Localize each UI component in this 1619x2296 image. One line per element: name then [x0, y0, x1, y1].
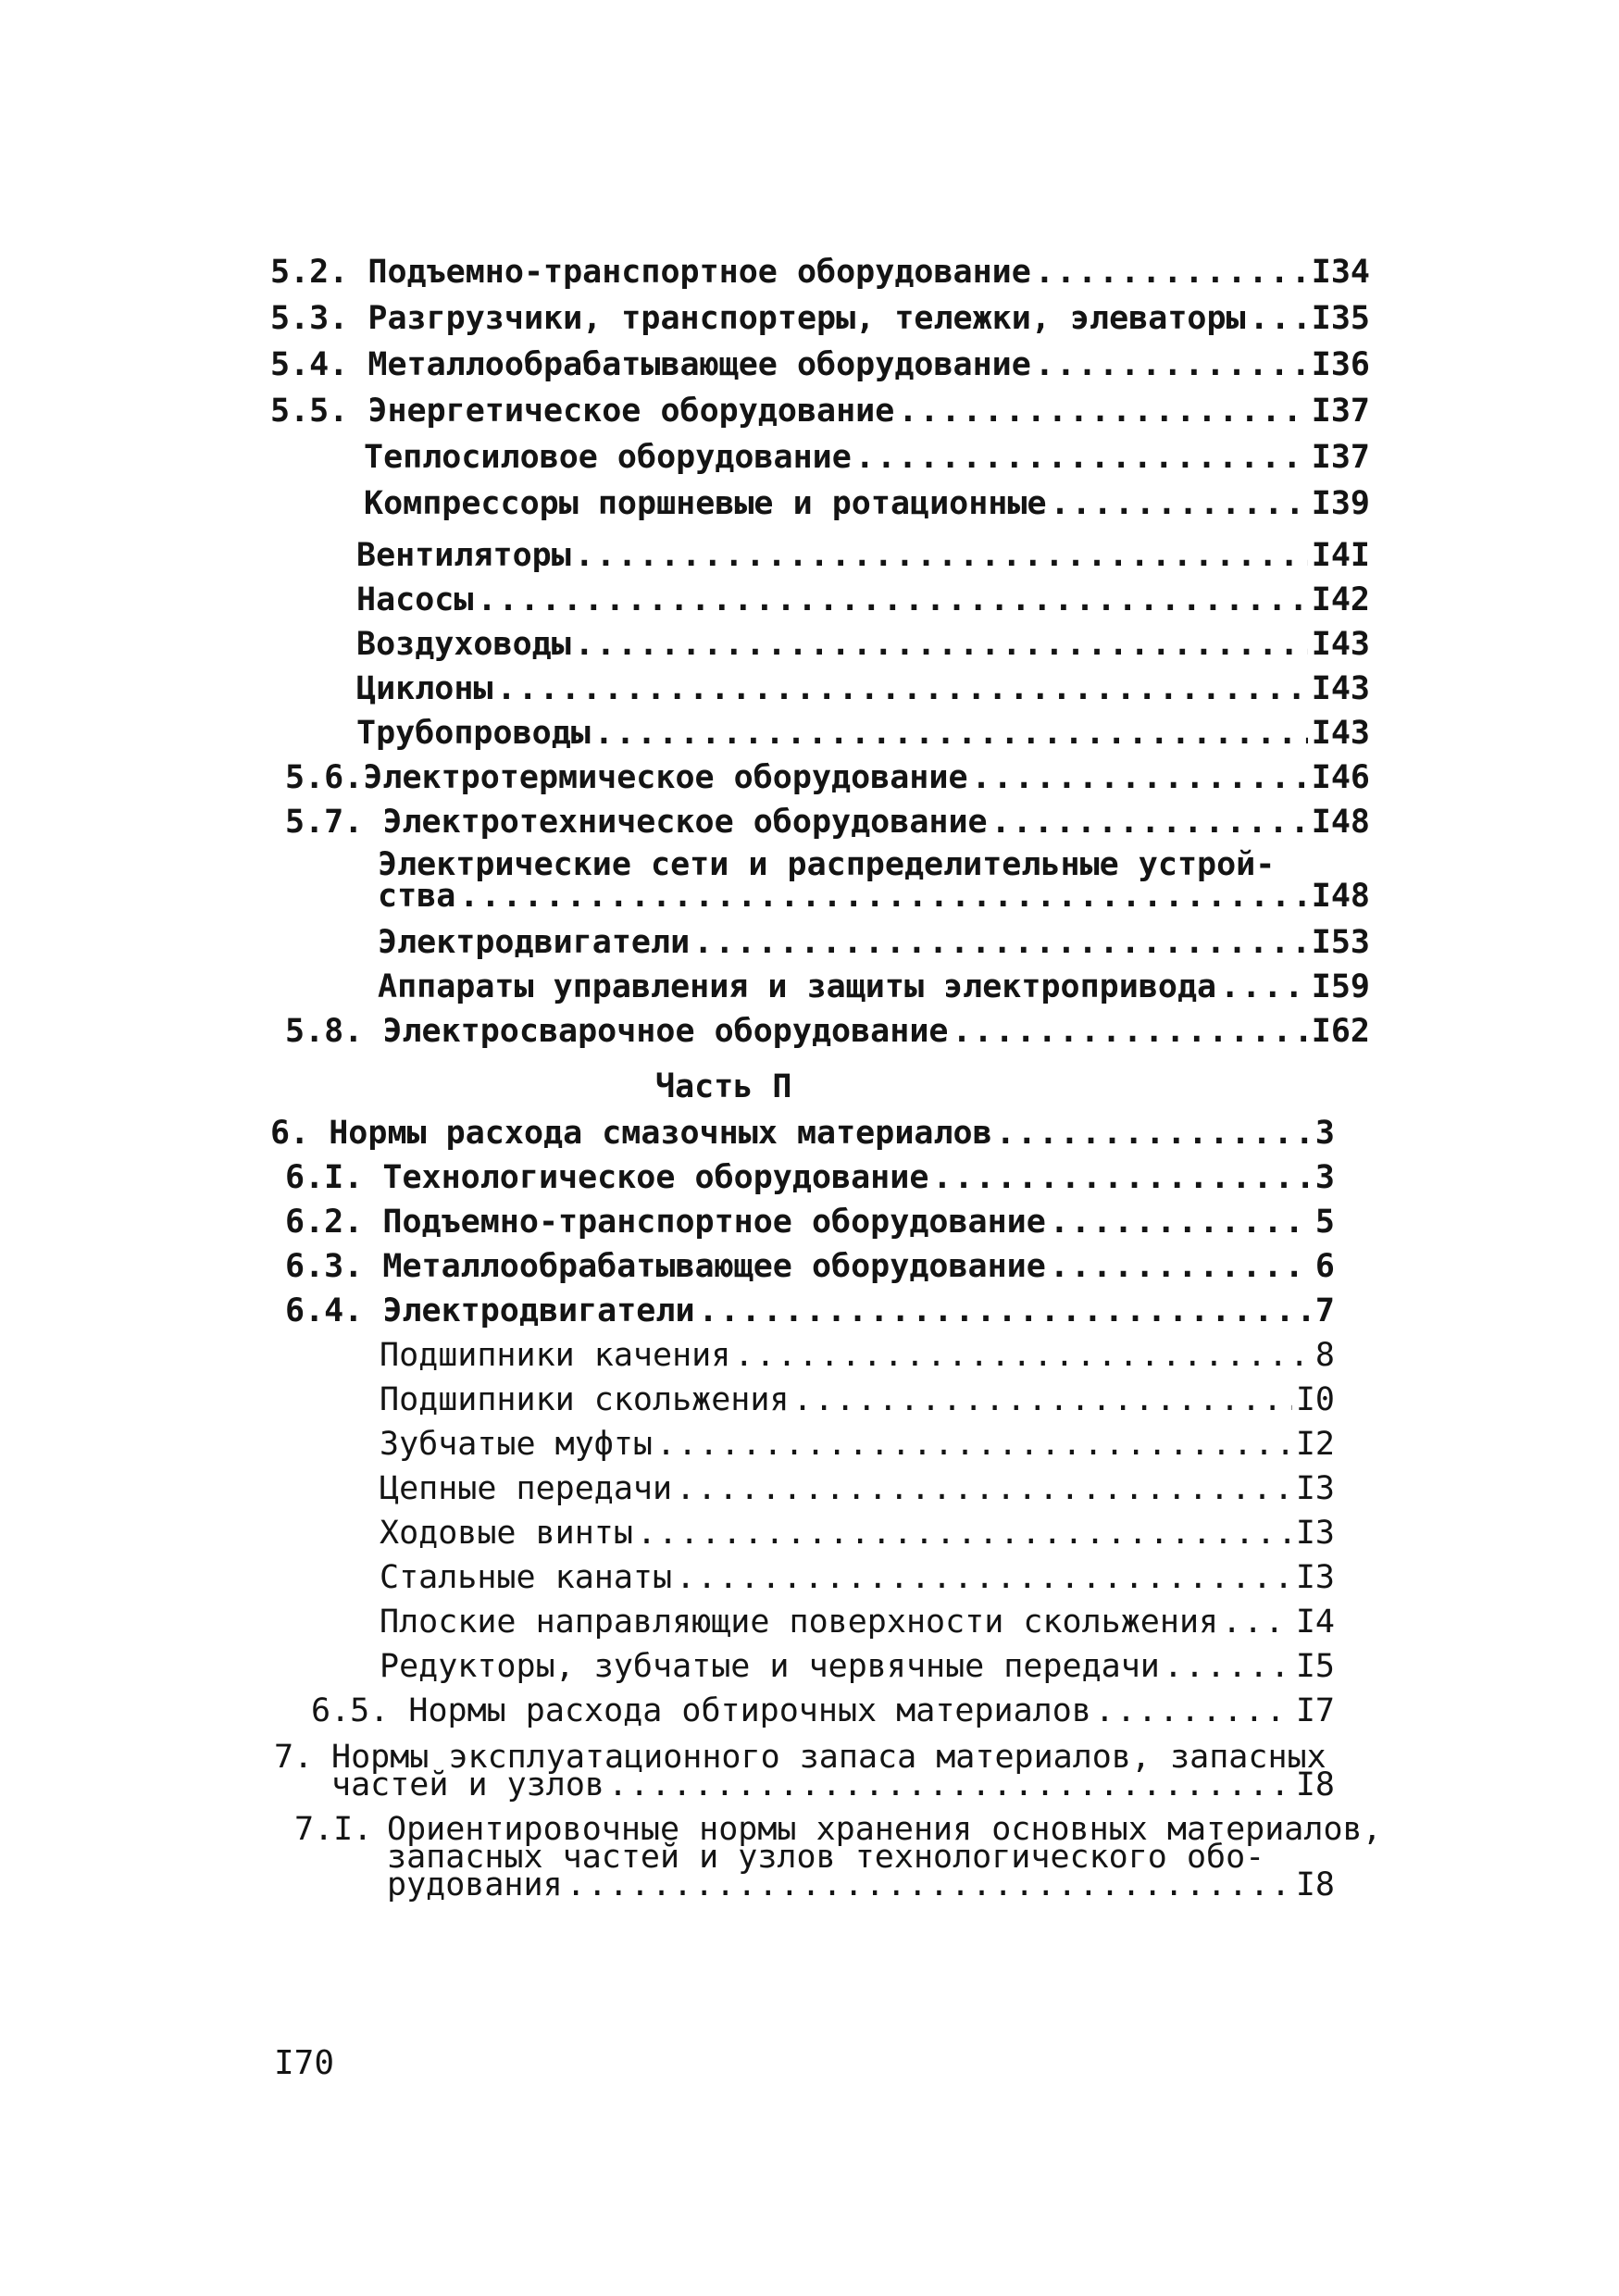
toc-entry-page: I8 [1295, 1866, 1335, 1903]
toc-entry-number: 5.5. [270, 393, 349, 430]
toc-entry[interactable] [380, 1470, 1335, 1507]
dot-leader [734, 1337, 1312, 1374]
toc-entry-label: Воздуховоды [356, 626, 571, 663]
toc-entry-page: I59 [1311, 968, 1370, 1005]
toc-entry-label-line1: Электрические сети и распределительные устрой- [378, 846, 1276, 883]
dot-leader [575, 626, 1308, 663]
toc-entry-label: частей и узлов [331, 1766, 605, 1803]
dot-leader [996, 1115, 1312, 1152]
toc-entry-label: Электродвигатели [378, 924, 691, 961]
toc-entry-page: I62 [1311, 1013, 1370, 1050]
toc-entry[interactable] [356, 581, 1370, 618]
toc-entry-page: I7 [1295, 1692, 1335, 1729]
dot-leader [676, 1470, 1292, 1507]
toc-entry[interactable] [380, 1559, 1335, 1596]
toc-entry-label: Электротермическое оборудование [363, 759, 968, 796]
toc-entry-label: Компрессоры поршневые и ротационные [364, 485, 1047, 522]
toc-entry-page: I37 [1311, 393, 1370, 430]
toc-entry[interactable] [378, 878, 1370, 915]
toc-entry-label: Трубопроводы [356, 715, 591, 752]
toc-entry-page: 3 [1314, 1159, 1335, 1196]
toc-entry-page: I35 [1311, 300, 1370, 337]
toc-entry[interactable] [356, 537, 1370, 574]
toc-entry[interactable] [311, 1692, 1335, 1729]
toc-entry-label: Энергетическое оборудование [367, 393, 895, 430]
toc-entry-page: 7 [1314, 1292, 1335, 1329]
toc-entry[interactable] [364, 439, 1370, 476]
toc-entry-label: Теплосиловое оборудование [364, 439, 852, 476]
toc-entry[interactable] [378, 968, 1370, 1005]
dot-leader [594, 715, 1308, 752]
toc-entry-label: Ходовые винты [380, 1515, 633, 1552]
toc-entry-number: 5.3. [270, 300, 349, 337]
toc-entry-label: Плоские направляющие поверхности скольжения [380, 1603, 1219, 1641]
toc-entry-page: I48 [1311, 878, 1370, 915]
toc-entry-number: 6.2. [285, 1204, 364, 1241]
toc-entry-number: 6.I. [285, 1159, 364, 1196]
toc-entry[interactable] [285, 1248, 1335, 1285]
toc-entry-label: Металлообрабатывающее оборудование [382, 1248, 1046, 1285]
toc-entry-label-line1: Нормы эксплуатационного запаса материалов, запасных [331, 1739, 1326, 1776]
toc-entry-page: I48 [1311, 804, 1370, 841]
toc-entry[interactable] [270, 346, 1370, 383]
toc-entry-page: I43 [1311, 626, 1370, 663]
dot-leader [855, 439, 1308, 476]
toc-entry-number: 6.5. [311, 1692, 390, 1729]
toc-entry-number: 7.I. [294, 1811, 373, 1848]
toc-entry[interactable] [380, 1337, 1335, 1374]
dot-leader [1035, 346, 1308, 383]
toc-entry-page: I36 [1311, 346, 1370, 383]
toc-entry-page: I4 [1295, 1603, 1335, 1641]
toc-entry-page: I8 [1295, 1766, 1335, 1803]
toc-entry-label: Редукторы, зубчатые и червячные передачи [380, 1648, 1160, 1685]
toc-entry[interactable] [270, 393, 1370, 430]
dot-leader [608, 1766, 1292, 1803]
toc-entry-page: I46 [1311, 759, 1370, 796]
toc-entry-label: Подшипники качения [380, 1337, 731, 1374]
dot-leader [1250, 300, 1308, 337]
toc-entry[interactable] [356, 670, 1370, 707]
toc-entry-label: Электросварочное оборудование [382, 1013, 949, 1050]
toc-entry[interactable] [270, 254, 1370, 291]
toc-entry-label-line1: Ориентировочные нормы хранения основных материалов, [387, 1811, 1382, 1848]
dot-leader [1222, 1603, 1292, 1641]
toc-entry-number: 6. [270, 1115, 310, 1152]
toc-entry[interactable] [285, 1204, 1335, 1241]
dot-leader [637, 1515, 1292, 1552]
toc-entry-label: Электродвигатели [382, 1292, 695, 1329]
toc-entry-number: 6.4. [285, 1292, 364, 1329]
toc-entry-page: I3 [1295, 1470, 1335, 1507]
dot-leader [991, 804, 1308, 841]
toc-entry-page: I34 [1311, 254, 1370, 291]
toc-entry-number: 5.7. [285, 804, 364, 841]
toc-entry-page: I0 [1295, 1381, 1335, 1418]
toc-entry-label: рудования [387, 1866, 563, 1903]
toc-entry-label: Технологическое оборудование [382, 1159, 929, 1196]
toc-entry[interactable] [380, 1426, 1335, 1463]
toc-entry[interactable] [380, 1648, 1335, 1685]
toc-entry-page: 6 [1314, 1248, 1335, 1285]
toc-entry-number: 5.2. [270, 254, 349, 291]
toc-entry[interactable] [356, 626, 1370, 663]
part-title: Часть П [655, 1068, 792, 1105]
toc-entry[interactable] [285, 1292, 1335, 1329]
dot-leader [1051, 485, 1308, 522]
toc-entry-number: 5.6. [285, 759, 364, 796]
dot-leader [459, 878, 1307, 915]
toc-entry-label: Насосы [356, 581, 474, 618]
dot-leader [676, 1559, 1292, 1596]
toc-entry-label: Вентиляторы [356, 537, 571, 574]
dot-leader [1095, 1692, 1292, 1729]
toc-entry-page: I43 [1311, 715, 1370, 752]
toc-entry[interactable] [285, 1159, 1335, 1196]
toc-entry-page: I39 [1311, 485, 1370, 522]
toc-entry-page: I43 [1311, 670, 1370, 707]
dot-leader [932, 1159, 1312, 1196]
dot-leader [898, 393, 1307, 430]
toc-entry-number: 5.4. [270, 346, 349, 383]
toc-entry[interactable] [331, 1766, 1335, 1803]
dot-leader [497, 670, 1308, 707]
toc-entry-page: 8 [1314, 1337, 1335, 1374]
page-number: I70 [274, 2044, 335, 2082]
toc-entry-label: ства [378, 878, 456, 915]
dot-leader [1164, 1648, 1292, 1685]
toc-entry-number: 6.3. [285, 1248, 364, 1285]
toc-entry[interactable] [270, 300, 1370, 337]
toc-entry[interactable] [356, 715, 1370, 752]
toc-entry-label: Электротехническое оборудование [382, 804, 988, 841]
toc-entry-page: I5 [1295, 1648, 1335, 1685]
toc-entry-label-line2: запасных частей и узлов технологического обо- [387, 1839, 1265, 1876]
toc-entry-page: I4I [1311, 537, 1370, 574]
toc-entry-page: I37 [1311, 439, 1370, 476]
toc-entry[interactable] [285, 759, 1370, 796]
toc-entry[interactable] [380, 1603, 1335, 1641]
dot-leader [1220, 968, 1308, 1005]
dot-leader [793, 1381, 1292, 1418]
dot-leader [575, 537, 1308, 574]
toc-entry-label: Подъемно-транспортное оборудование [382, 1204, 1046, 1241]
toc-entry-number: 7. [274, 1739, 314, 1776]
toc-entry[interactable] [380, 1381, 1335, 1418]
toc-entry[interactable] [270, 1115, 1335, 1152]
toc-entry-page: 3 [1314, 1115, 1335, 1152]
toc-entry[interactable] [285, 1013, 1370, 1050]
toc-entry-page: I3 [1295, 1559, 1335, 1596]
toc-entry[interactable] [380, 1515, 1335, 1552]
toc-entry-label: Стальные канаты [380, 1559, 673, 1596]
dot-leader [1050, 1248, 1312, 1285]
toc-entry-label: Металлообрабатывающее оборудование [367, 346, 1031, 383]
dot-leader [972, 759, 1308, 796]
toc-entry-label: Разгрузчики, транспортеры, тележки, элеваторы [367, 300, 1246, 337]
toc-entry-label: Зубчатые муфты [380, 1426, 654, 1463]
toc-entry-label: Циклоны [356, 670, 493, 707]
toc-entry[interactable] [285, 804, 1370, 841]
toc-entry-page: I2 [1295, 1426, 1335, 1463]
toc-entry-label: Нормы расхода обтирочных материалов [408, 1692, 1091, 1729]
toc-entry-label: Цепные передачи [380, 1470, 673, 1507]
dot-leader [952, 1013, 1307, 1050]
toc-entry-label: Аппараты управления и защиты электропривода [378, 968, 1217, 1005]
dot-leader [699, 1292, 1312, 1329]
toc-entry-page: I3 [1295, 1515, 1335, 1552]
toc-entry[interactable] [387, 1866, 1335, 1903]
dot-leader [1035, 254, 1308, 291]
toc-entry[interactable] [378, 924, 1370, 961]
dot-leader [477, 581, 1307, 618]
toc-entry-label: Подъемно-транспортное оборудование [367, 254, 1031, 291]
toc-entry-page: I42 [1311, 581, 1370, 618]
dot-leader [693, 924, 1308, 961]
toc-entry-number: 5.8. [285, 1013, 364, 1050]
toc-entry[interactable] [364, 485, 1370, 522]
dot-leader [567, 1866, 1292, 1903]
dot-leader [1050, 1204, 1312, 1241]
dot-leader [656, 1426, 1292, 1463]
toc-entry-page: I53 [1311, 924, 1370, 961]
toc-entry-page: 5 [1314, 1204, 1335, 1241]
toc-entry-label: Нормы расхода смазочных материалов [329, 1115, 992, 1152]
toc-entry-label: Подшипники скольжения [380, 1381, 790, 1418]
